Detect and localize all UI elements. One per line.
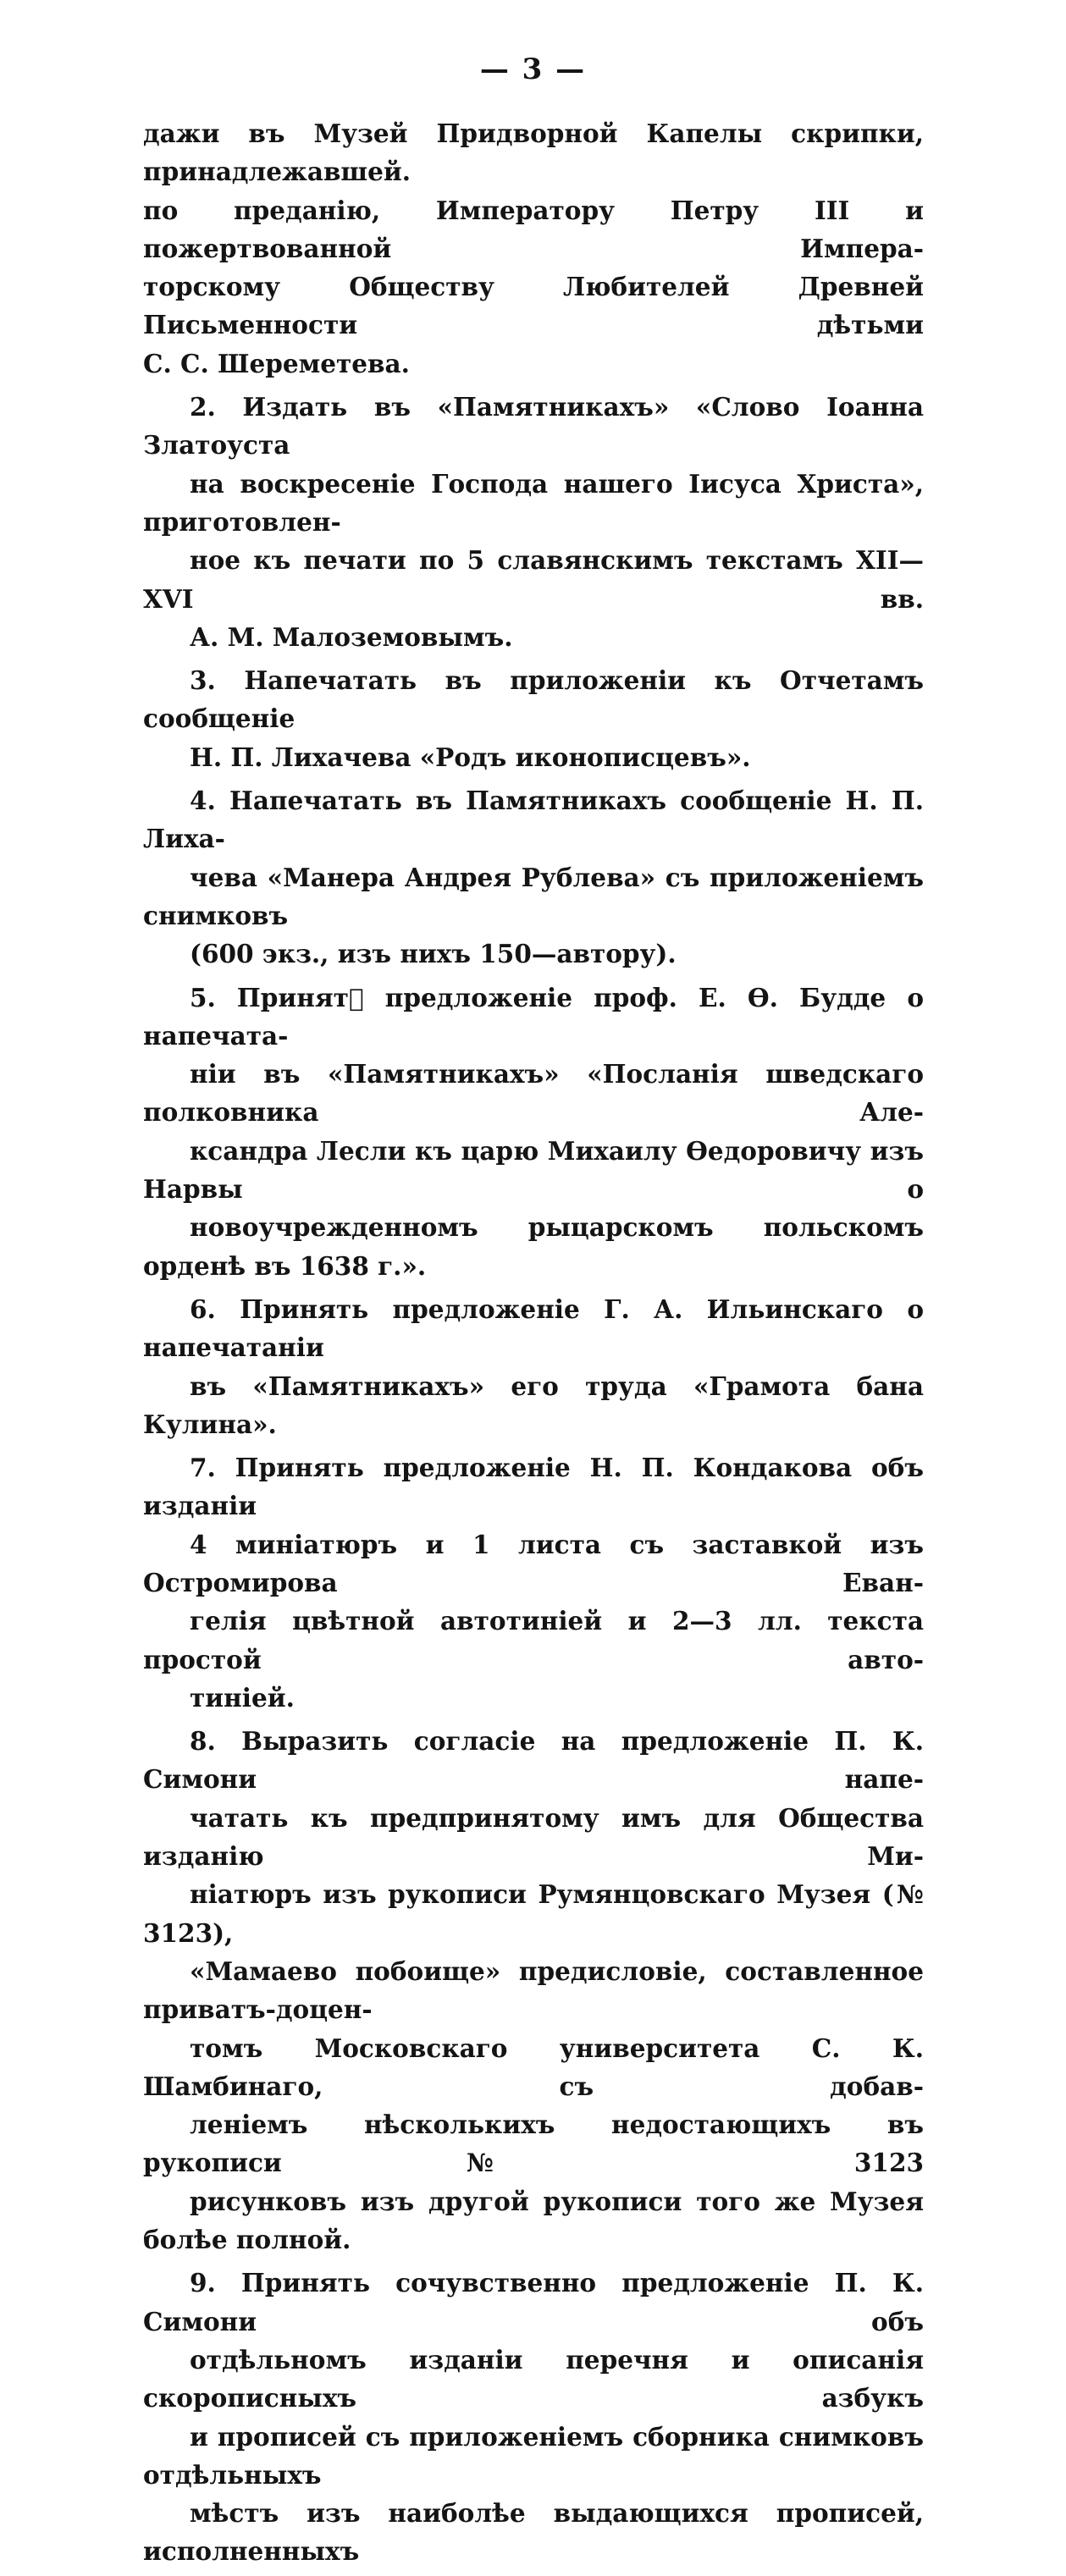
text-line: 9. Принять сочувственно предложеніе П. К. Симони объ [143,2268,924,2336]
text-line: рисунковъ изъ другой рукописи того же Музея болѣе полной. [143,2186,924,2255]
text-line: Н. П. Лихачева «Родъ иконописцевъ». [190,742,751,772]
text-line: ніи въ «Памятникахъ» «Посланія шведскаго полковника Але- [143,1059,924,1128]
paragraph-item-2 [143,388,924,656]
text-line: отдѣльномъ изданіи перечня и описанія скорописныхъ азбукъ [143,2344,924,2413]
paragraph-item-4 [143,781,924,973]
text-line: 6. Принять предложеніе Г. А. Ильинскаго о напечатаніи [143,1294,924,1363]
text-line: дажи въ Музей Придворной Капелы скрипки, принадлежавшей. [143,119,924,187]
text-line: 3. Напечатать въ приложеніи къ Отчетамъ сообщеніе [143,665,924,734]
text-line: торскому Обществу Любителей Древней Письменности дѣтьми [143,272,924,340]
paragraph-item-7 [143,1448,924,1717]
text-line: чатать къ предпринятому имъ для Общества изданію Ми- [143,1802,924,1872]
paragraph-item-8 [143,1722,924,2259]
text-line: тиніей. [190,1682,295,1713]
paragraph-item-9 [143,2264,924,2570]
text-line: ніатюръ изъ рукописи Румянцовскаго Музея (№ 3123), [143,1879,924,1948]
text-line: по преданію, Императору Петру III и пожертвованной Импера- [143,195,924,263]
paragraph-item-5 [143,979,924,1285]
text-line: С. С. Шереметева. [143,348,410,378]
text-line: новоучрежденномъ рыцарскомъ польскомъ орденѣ въ 1638 г.». [143,1212,924,1281]
text-line: А. М. Малоземовымъ. [190,621,513,652]
text-line: и прописей съ приложеніемъ сборника снимковъ отдѣльныхъ [143,2421,924,2490]
text-line: томъ Московскаго университета С. К. Шамбинаго, съ добав- [143,2033,924,2101]
text-line: 7. Принять предложеніе Н. П. Кондакова объ изданіи [143,1453,924,1521]
text-line: ксандра Лесли къ царю Михаилу Ѳедоровичу изъ Нарвы о [143,1135,924,1205]
text-line: чева «Манера Андрея Рублева» съ приложеніемъ снимковъ [143,862,924,930]
text-line: «Мамаево побоище» предисловіе, составленное приватъ-доцен- [143,1955,924,2025]
text-line: на воскресеніе Господа нашего Іисуса Христа», приготовлен- [143,468,924,537]
paragraph-continuation [143,114,924,383]
paragraph-item-3 [143,661,924,776]
paragraph-item-6 [143,1290,924,1443]
text-line: гелія цвѣтной автотиніей и 2—3 лл. текста простой авто- [143,1606,924,1674]
text-line: 5. Принятᷟ предложеніе проф. Е. Ѳ. Будде о напечата- [143,982,924,1051]
text-line: 4. Напечатать въ Памятникахъ сообщеніе Н. П. Лиха- [143,786,924,854]
text-line: (600 экз., изъ нихъ 150—автору). [190,939,677,969]
text-line: въ «Памятникахъ» его труда «Грамота бана Кулина». [143,1371,924,1439]
body-text [143,114,924,2576]
page-number: — 3 — [479,52,587,86]
text-line: 4 миніатюръ и 1 листа съ заставкой изъ Остромирова Еван- [143,1529,924,1597]
text-line: ное къ печати по 5 славянскимъ текстамъ XII—XVI вв. [143,545,924,614]
text-line: 2. Издать въ «Памятникахъ» «Слово Іоанна Златоуста [143,392,924,461]
text-line: леніемъ нѣсколькихъ недостающихъ въ рукописи № 3123 [143,2110,924,2178]
text-line: мѣстъ изъ наиболѣе выдающихся прописей, исполненныхъ [143,2498,924,2567]
text-line: 8. Выразить согласіе на предложеніе П. К. Симони напе- [143,1726,924,1795]
